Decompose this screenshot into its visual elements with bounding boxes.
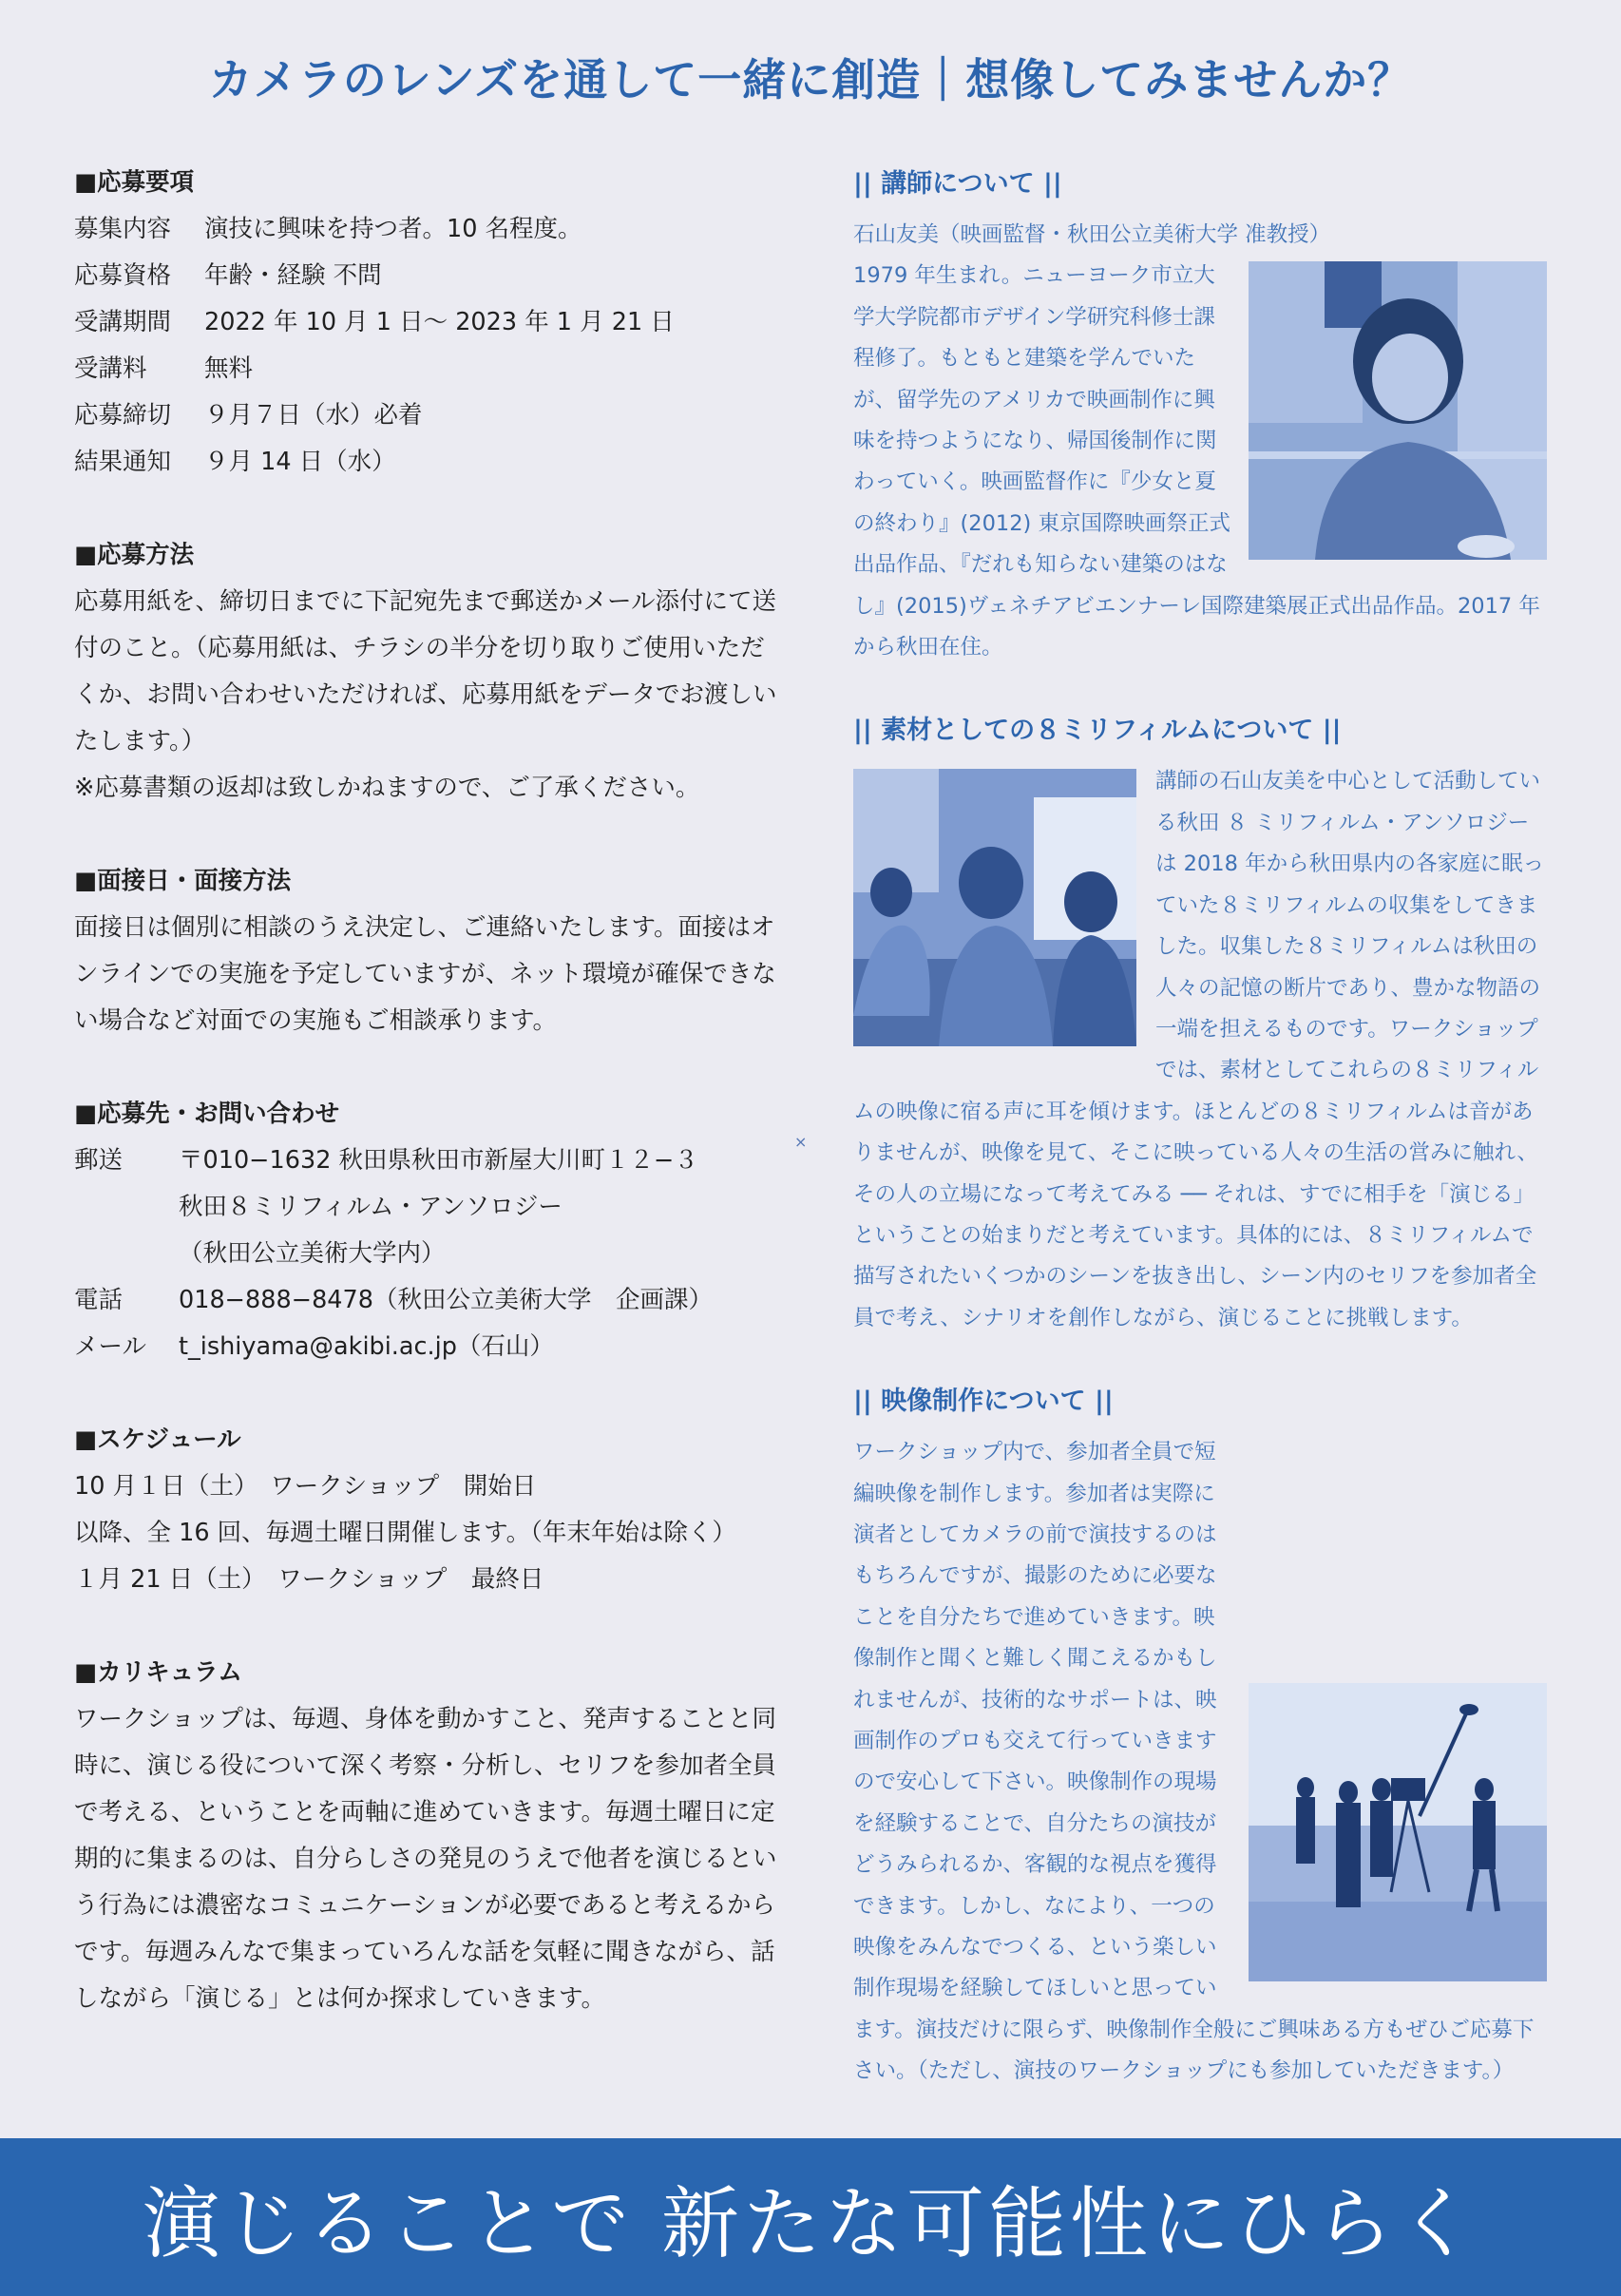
instructor-section (853, 160, 1547, 668)
production-text-body: ワークショップ内で、参加者全員で短編映像を制作します。参加者は実際に演者としてカメラの前で演技するのはもちろんですが、撮影のために必要なことを自分たちで進めていきます。映像制作と聞くと難しく聞こえるかもしれませんが、技術的なサポートは、映画制作のプロも交えて行っていきますので安心して下さい。映像制作の現場を経験することで、自分たちの演技がどうみられるか、客観的な視点を獲得できます。しかし、なにより、一つの映像をみんなでつくる、という楽しい制作現場を経験してほしいと思っています。演技だけに限らず、映像制作全般にご興味ある方もぜひご応募下さい。（ただし、演技のワークショップにも参加していただきます。） (853, 1440, 1535, 2084)
requirements-section (74, 160, 787, 486)
requirement-row (74, 253, 787, 299)
left-column (74, 160, 787, 2022)
instructor-title: || 講師について || (853, 169, 1062, 199)
interview-section (74, 858, 787, 1044)
right-column (853, 160, 1547, 2131)
curriculum-text: ワークショップは、毎週、身体を動かすこと、発声することと同時に、演じる役について深く考察・分析し、セリフを参加者全員で考える、ということを両軸に進めていきます。毎週土曜日に定期的に集まるのは、自分らしさの発見のうえで他者を演じるという行為には濃密なコミュニケーションが必要であると考えるからです。毎週みんなで集まっていろんな話を気軽に聞きながら、話しながら「演じる」とは何か探求していきます。 (74, 1705, 777, 2013)
contact-tel-row (74, 1277, 787, 1324)
interview-text: 面接日は個別に相談のうえ決定し、ご連絡いたします。面接はオンラインでの実施を予定していますが、ネット環境が確保できない場合など対面での実施もご相談承ります。 (74, 913, 776, 1035)
production-beach-photo (1249, 1683, 1547, 1981)
instructor-name: 石山友美（映画監督・秋田公立美術大学 准教授） (853, 222, 1331, 247)
footer-banner (0, 2138, 1621, 2296)
film-section (853, 706, 1547, 1339)
contact-tel-label: 電話 (74, 1286, 124, 1314)
method-note: ※応募書類の返却は致しかねますので、ご了承ください。 (74, 774, 700, 802)
requirement-value: 年齢・経験 不問 (204, 261, 382, 290)
requirement-value: 演技に興味を持つ者。10 名程度。 (204, 215, 582, 243)
schedule-line: 10 月１日（土） ワークショップ 開始日 (74, 1472, 537, 1501)
requirement-key: 応募締切 (74, 401, 172, 430)
curriculum-title: ■カリキュラム (74, 1658, 242, 1687)
schedule-line: １月 21 日（土） ワークショップ 最終日 (74, 1565, 544, 1594)
film-title: || 素材としての８ミリフィルムについて || (853, 716, 1342, 746)
contact-mail-row (74, 1184, 787, 1231)
requirement-row (74, 206, 787, 253)
requirement-value: 無料 (204, 354, 254, 383)
requirement-key: 結果通知 (74, 448, 172, 476)
requirement-key: 応募資格 (74, 261, 172, 290)
x-mark: × (794, 1133, 808, 1151)
page-headline: カメラのレンズを通して一緒に創造｜想像してみませんか？ (208, 54, 1413, 105)
contact-tel: 018−888−8478（秋田公立美術大学 企画課） (179, 1286, 713, 1314)
requirement-value: ９月 14 日（水） (204, 448, 396, 476)
requirement-row (74, 392, 787, 439)
film-text-body: 講師の石山友美を中心として活動している秋田 ８ ミリフィルム・アンソロジーは 2018 年から秋田県内の各家庭に眠っていた８ミリフィルムの収集をしてきました。収集した８ミリフィルムは秋田の人々の記憶の断片であり、豊かな物語の一端を担えるものです。ワークショップでは、素材としてこれらの８ミリフィルムの映像に宿る声に耳を傾けます。ほとんどの８ミリフィルムは音がありませんが、映像を見て、そこに映っている人々の生活の営みに触れ、その人の立場になって考えてみる ── それは、すでに相手を「演じる」ということの始まりだと考えています。具体的には、８ミリフィルムで描写されたいくつかのシーンを抜き出し、シーン内のセリフを参加者全員で考え、シナリオを創作しながら、演じることに挑戦します。 (853, 769, 1545, 1330)
curriculum-section (74, 1650, 787, 2022)
contact-title: ■応募先・お問い合わせ (74, 1100, 340, 1128)
method-section (74, 532, 787, 812)
contact-mail-label: 郵送 (74, 1146, 124, 1175)
film-text (853, 761, 1547, 1339)
contact-email-row (74, 1324, 787, 1370)
schedule-title: ■スケジュール (74, 1425, 241, 1454)
contact-mail-note: （秋田公立美術大学内） (179, 1239, 446, 1268)
requirement-value: ９月７日（水）必着 (204, 401, 423, 430)
production-text (853, 1432, 1547, 2093)
contact-mail-row (74, 1138, 787, 1184)
footer-slogan: 演じることで 新たな可能性にひらく (142, 2178, 1479, 2269)
instructor-bio: 1979 年生まれ。ニューヨーク市立大学大学院都市デザイン学研究科修士課程修了。もともと建築を学んでいたが、留学先のアメリカで映画制作に興味を持つようになり、帰国後制作に関わっていく。映画監督作に『少女と夏の終わり』(2012) 東京国際映画祭正式出品作品、『だれも知らない建築のはなし』(2015)ヴェネチアビエンナーレ国際建築展正式出品作品。2017 年から秋田在住。 (853, 263, 1540, 660)
contact-section (74, 1091, 787, 1370)
requirement-row (74, 299, 787, 346)
schedule-section (74, 1417, 787, 1603)
film-workshop-photo (853, 769, 1136, 1046)
instructor-photo (1249, 261, 1547, 560)
production-title: || 映像制作について || (853, 1387, 1114, 1417)
requirement-row (74, 346, 787, 392)
requirement-value: 2022 年 10 月 1 日〜 2023 年 1 月 21 日 (204, 308, 675, 336)
contact-mail-row (74, 1231, 787, 1277)
schedule-line: 以降、全 16 回、毎週土曜日開催します。（年末年始は除く） (74, 1519, 736, 1547)
contact-email[interactable]: t_ishiyama@akibi.ac.jp（石山） (179, 1332, 554, 1361)
method-text: 応募用紙を、締切日までに下記宛先まで郵送かメール添付にて送付のこと。（応募用紙は、チラシの半分を切り取りご使用いただくか、お問い合わせいただければ、応募用紙をデータでお渡しいたします。） (74, 587, 777, 756)
method-title: ■応募方法 (74, 541, 195, 569)
interview-title: ■面接日・面接方法 (74, 867, 292, 895)
requirement-key: 受講料 (74, 354, 147, 383)
requirement-key: 受講期間 (74, 308, 172, 336)
production-section (853, 1377, 1547, 2093)
contact-email-label: メール (74, 1332, 146, 1361)
requirement-row (74, 439, 787, 486)
contact-mail-address: 〒010−1632 秋田県秋田市新屋大川町１２−３ (179, 1146, 698, 1175)
contact-mail-org: 秋田８ミリフィルム・アンソロジー (179, 1193, 563, 1221)
requirement-key: 募集内容 (74, 215, 172, 243)
requirements-title: ■応募要項 (74, 168, 195, 197)
